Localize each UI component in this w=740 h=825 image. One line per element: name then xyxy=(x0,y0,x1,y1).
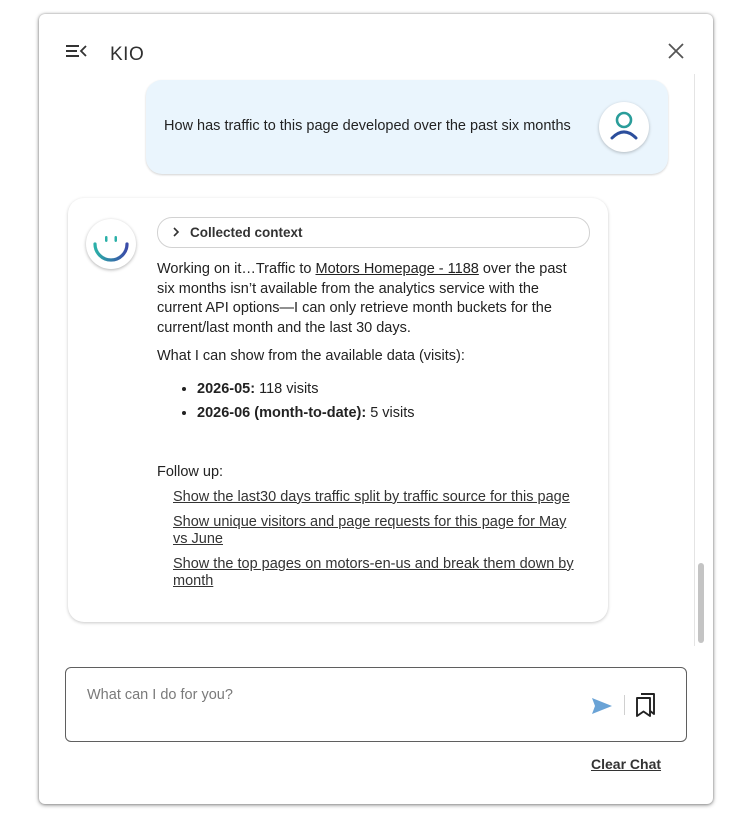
chevron-right-icon xyxy=(172,226,180,238)
list-item xyxy=(197,380,587,400)
assistant-message-body xyxy=(157,260,587,598)
bookmarks-icon[interactable] xyxy=(635,693,657,717)
visits-list xyxy=(157,380,587,423)
list-item xyxy=(197,404,587,424)
item-label: 2026-06 (month-to-date): xyxy=(197,404,367,421)
chat-input-box[interactable] xyxy=(65,667,687,742)
follow-up-link[interactable]: Show the last30 days traffic split by traffic source for this page xyxy=(173,488,570,505)
chat-input[interactable] xyxy=(85,682,569,708)
user-avatar xyxy=(599,102,649,152)
send-icon[interactable] xyxy=(591,696,613,716)
intro-suffix: over the past six months isn’t available from the analytics service with the current API options—I can only retrieve month buckets for the current/last month and the last 30 days. xyxy=(157,261,567,336)
app-title: KIO xyxy=(110,44,145,65)
follow-up-list xyxy=(157,489,587,590)
person-icon xyxy=(609,111,639,143)
follow-up-link[interactable]: Show the top pages on motors-en-us and break them down by month xyxy=(173,555,574,589)
chat-header xyxy=(39,14,713,74)
collected-context-label: Collected context xyxy=(190,225,303,240)
collected-context-toggle[interactable] xyxy=(157,217,590,248)
chat-panel xyxy=(39,14,713,804)
intro-prefix: Working on it…Traffic to xyxy=(157,261,316,277)
smiley-face-icon xyxy=(90,223,132,265)
item-label: 2026-05: xyxy=(197,380,256,397)
item-value: 118 visits xyxy=(255,380,319,397)
assistant-intro xyxy=(157,260,587,338)
menu-collapse-icon[interactable] xyxy=(66,42,88,60)
page-link[interactable]: Motors Homepage - 1188 xyxy=(315,261,479,277)
message-list[interactable] xyxy=(39,74,707,646)
user-message-text: How has traffic to this page developed over the past six months xyxy=(164,118,571,134)
user-message xyxy=(146,80,668,174)
follow-up-link[interactable]: Show unique visitors and page requests for this page for May vs June xyxy=(173,513,567,547)
scrollbar-thumb[interactable] xyxy=(698,563,704,643)
assistant-avatar xyxy=(86,219,136,269)
assistant-message xyxy=(68,198,608,622)
item-value: 5 visits xyxy=(366,404,415,421)
close-icon[interactable] xyxy=(667,42,685,60)
scrollbar-track[interactable] xyxy=(694,74,707,646)
available-data-label: What I can show from the available data (visits): xyxy=(157,348,465,365)
follow-up-label: Follow up: xyxy=(157,464,224,481)
clear-chat-button[interactable]: Clear Chat xyxy=(591,756,662,772)
input-divider xyxy=(624,695,625,715)
